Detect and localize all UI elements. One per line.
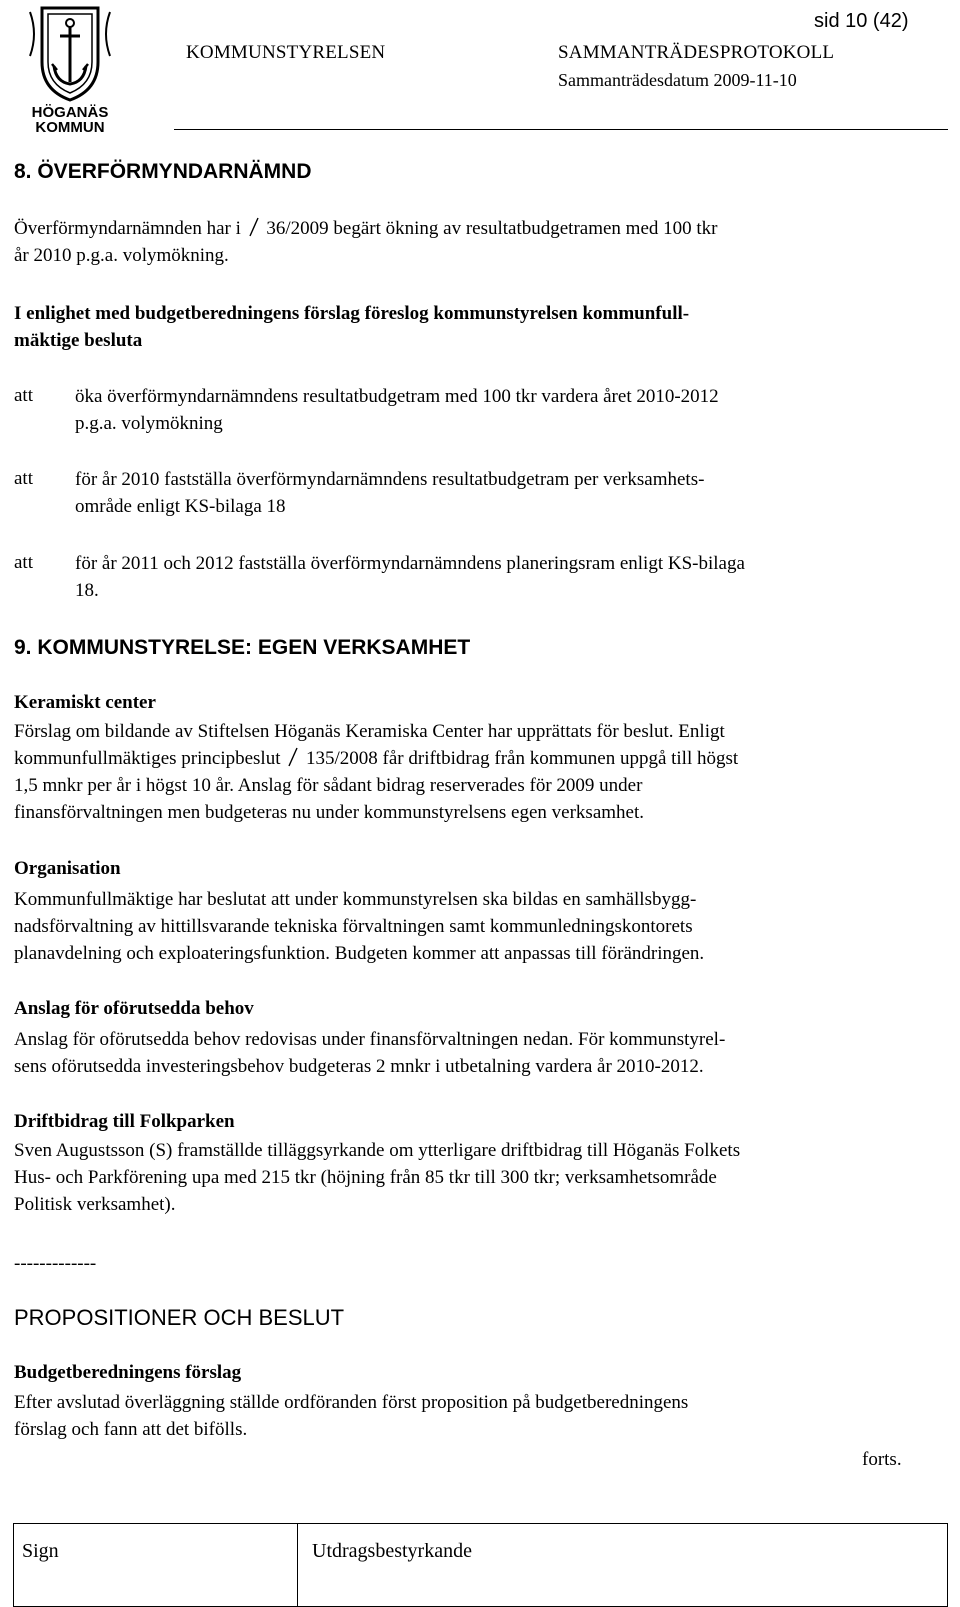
meeting-date: Sammanträdesdatum 2009-11-10 [558, 70, 797, 90]
decision-1-line-1: öka överförmyndarnämndens resultatbudgetram med 100 tkr vardera året 2010-2012 [75, 386, 719, 407]
organisation-line-2: nadsförvaltning av hittillsvarande tekniska förvaltningen samt kommunledningskontorets [14, 916, 693, 937]
intro-text-b: 36/2009 begärt ökning av resultatbudgetramen med 100 tkr [266, 218, 718, 239]
decision-3-line-1: för år 2011 och 2012 fastställa överförmyndarnämndens planeringsram enligt KS-bilaga [75, 553, 745, 574]
logo-text-line2: KOMMUN [35, 119, 105, 134]
decision-text-1 [75, 383, 930, 437]
decision-label-3: att [14, 552, 33, 573]
decision-label-2: att [14, 468, 33, 489]
protocol-title: SAMMANTRÄDESPROTOKOLL [558, 42, 835, 63]
budget-proposal-line-2: förslag och fann att det bifölls. [14, 1419, 248, 1440]
organisation-line-1: Kommunfullmäktige har beslutat att under kommunstyrelsen ska bildas en samhällsbygg- [14, 889, 697, 910]
organ-name: KOMMUNSTYRELSEN [186, 42, 386, 63]
folkparken-line-2: Hus- och Parkförening upa med 215 tkr (höjning från 85 tkr till 300 tkr; verksamhetsområde [14, 1167, 717, 1188]
budget-proposal-paragraph [14, 1389, 934, 1443]
sign-label: Sign [22, 1540, 59, 1562]
decision-3-line-2: 18. [75, 580, 99, 601]
intro-text-a: Överförmyndarnämnden har i [14, 218, 241, 239]
anslag-line-2: sens oförutsedda investeringsbehov budgeteras 2 mnkr i utbetalning vardera år 2010-2012. [14, 1056, 704, 1077]
coat-of-arms-icon [12, 4, 112, 134]
organisation-line-3: planavdelning och exploateringsfunktion. Budgeten kommer att anpassas till förändringen. [14, 943, 705, 964]
decision-2-line-1: för år 2010 fastställa överförmyndarnämndens resultatbudgetram per verksamhets- [75, 469, 705, 490]
budget-proposal-heading: Budgetberedningens förslag [14, 1362, 242, 1383]
paragraph-mark-icon [248, 217, 260, 237]
folkparken-heading: Driftbidrag till Folkparken [14, 1111, 235, 1132]
anslag-line-1: Anslag för oförutsedda behov redovisas under finansförvaltningen nedan. För kommunstyrel- [14, 1029, 726, 1050]
extract-certification-label: Utdragsbestyrkande [312, 1540, 472, 1562]
signature-box-divider [297, 1523, 298, 1607]
organisation-paragraph [14, 886, 934, 967]
header-divider [174, 129, 948, 130]
proposal-line-2: mäktige besluta [14, 330, 143, 351]
logo-text-line1: HÖGANÄS [31, 104, 109, 121]
decision-1-line-2: p.g.a. volymökning [75, 413, 223, 434]
keramik-line-4: finansförvaltningen men budgeteras nu under kommunstyrelsens egen verksamhet. [14, 802, 644, 823]
decision-text-2 [75, 466, 930, 520]
section-9-title: 9. KOMMUNSTYRELSE: EGEN VERKSAMHET [14, 636, 471, 659]
propositions-title: PROPOSITIONER OCH BESLUT [14, 1305, 345, 1330]
decision-2-line-2: område enligt KS-bilaga 18 [75, 496, 286, 517]
keramik-line-2b: 135/2008 får driftbidrag från kommunen uppgå till högst [306, 748, 739, 769]
separator-dashes: ------------- [14, 1253, 97, 1274]
continued-marker: forts. [862, 1449, 902, 1470]
intro-text-c: år 2010 p.g.a. volymökning. [14, 245, 229, 266]
decision-text-3 [75, 550, 930, 604]
keramik-line-2a: kommunfullmäktiges principbeslut [14, 748, 281, 769]
folkparken-line-3: Politisk verksamhet). [14, 1194, 176, 1215]
section-8-intro [14, 215, 934, 269]
paragraph-mark-icon [287, 747, 299, 767]
anslag-paragraph [14, 1026, 934, 1080]
keramik-heading: Keramiskt center [14, 692, 156, 713]
keramik-paragraph [14, 718, 934, 826]
budget-proposal-line-1: Efter avslutad överläggning ställde ordföranden först proposition på budgetberedningens [14, 1392, 689, 1413]
page-number: sid 10 (42) [814, 10, 909, 32]
section-8-proposal [14, 300, 934, 354]
folkparken-paragraph [14, 1137, 934, 1218]
hoganas-kommun-logo [12, 4, 112, 134]
anslag-heading: Anslag för oförutsedda behov [14, 998, 254, 1019]
section-8-title: 8. ÖVERFÖRMYNDARNÄMND [14, 160, 312, 183]
signature-box [13, 1523, 948, 1607]
decision-label-1: att [14, 385, 33, 406]
keramik-line-1: Förslag om bildande av Stiftelsen Höganäs Keramiska Center har upprättats för beslut. Enligt [14, 721, 725, 742]
keramik-line-3: 1,5 mnkr per år i högst 10 år. Anslag för sådant bidrag reserverades för 2009 under [14, 775, 643, 796]
organisation-heading: Organisation [14, 858, 121, 879]
proposal-line-1: I enlighet med budgetberedningens förslag föreslog kommunstyrelsen kommunfull- [14, 303, 690, 324]
folkparken-line-1: Sven Augustsson (S) framställde tilläggsyrkande om ytterligare driftbidrag till Höganäs Folkets [14, 1140, 741, 1161]
